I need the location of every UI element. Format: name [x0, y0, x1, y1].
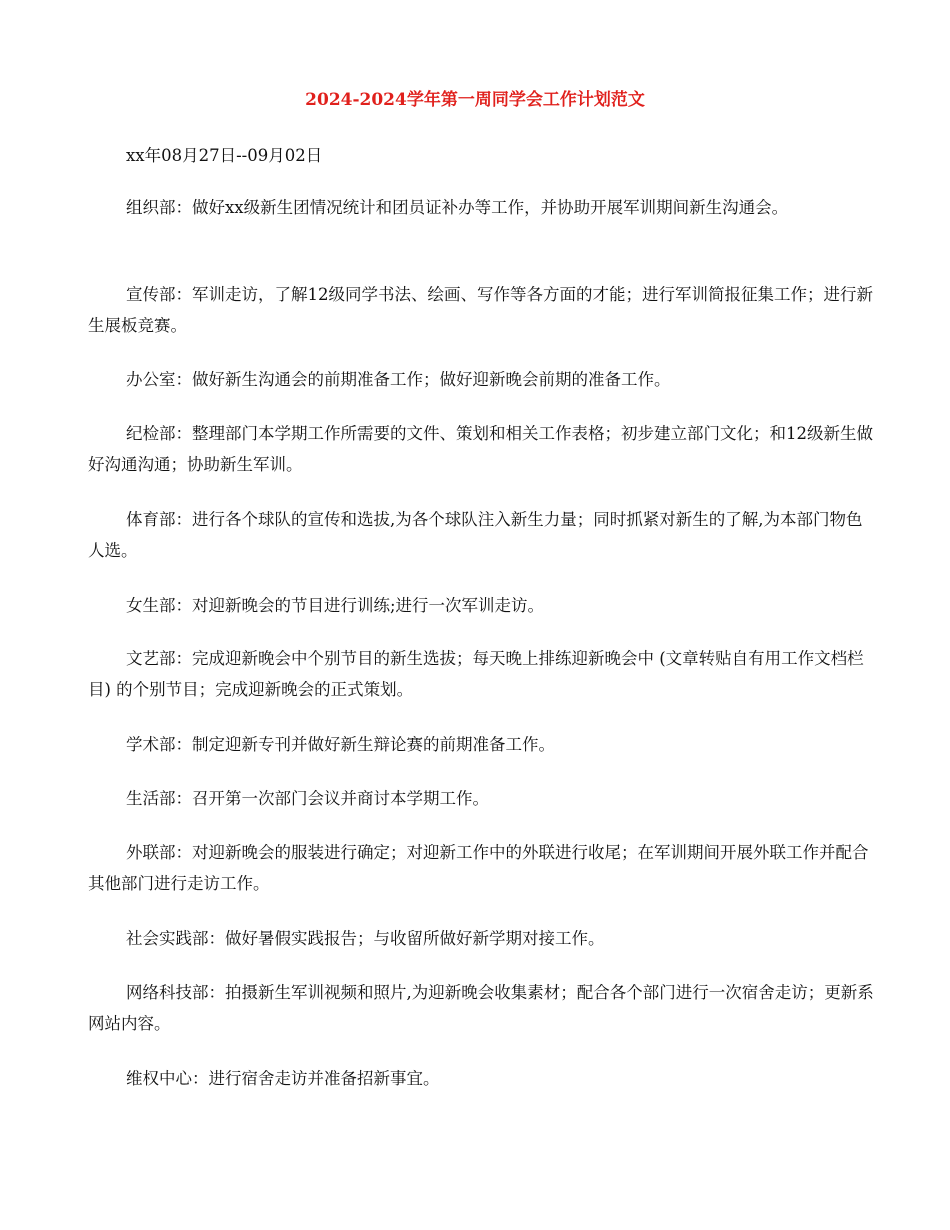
paragraph-academic-dept: 学术部：制定迎新专刊并做好新生辩论赛的前期准备工作。	[126, 735, 555, 754]
paragraph-external-relations-dept: 外联部：对迎新晚会的服装进行确定；对迎新工作中的外联进行收尾；在军训期间开展外联工作并配合其他部门进行走访工作。	[88, 843, 869, 893]
paragraph-publicity-dept: 宣传部：军训走访，了解12级同学书法、绘画、写作等各方面的才能；进行军训简报征集工作；进行新生展板竞赛。	[88, 285, 873, 335]
paragraph-social-practice-dept: 社会实践部：做好暑假实践报告；与收留所做好新学期对接工作。	[126, 929, 605, 948]
date-range: xx年08月27日--09月02日	[126, 146, 323, 165]
paragraph-rights-center: 维权中心：进行宿舍走访并准备招新事宜。	[126, 1069, 440, 1088]
paragraph-sports-dept: 体育部：进行各个球队的宣传和选拔,为各个球队注入新生力量；同时抓紧对新生的了解,为本部门物色人选。	[88, 510, 863, 560]
paragraph-female-students-dept: 女生部：对迎新晚会的节目进行训练;进行一次军训走访。	[126, 596, 545, 615]
paragraph-life-dept: 生活部：召开第一次部门会议并商讨本学期工作。	[126, 789, 489, 808]
paragraph-network-tech-dept: 网络科技部：拍摄新生军训视频和照片,为迎新晚会收集素材；配合各个部门进行一次宿舍走访；更新系网站内容。	[88, 983, 874, 1033]
paragraph-arts-dept: 文艺部：完成迎新晚会中个别节目的新生选拔；每天晚上排练迎新晚会中 (文章转贴自有用工作文档栏目) 的个别节目；完成迎新晚会的正式策划。	[88, 649, 864, 699]
paragraph-office: 办公室：做好新生沟通会的前期准备工作；做好迎新晚会前期的准备工作。	[126, 370, 671, 389]
paragraph-discipline-dept: 纪检部：整理部门本学期工作所需要的文件、策划和相关工作表格；初步建立部门文化；和12级新生做好沟通沟通；协助新生军训。	[88, 424, 873, 474]
document-title: 2024-2024学年第一周同学会工作计划范文	[305, 90, 645, 110]
paragraph-organization-dept: 组织部：做好xx级新生团情况统计和团员证补办等工作，并协助开展军训期间新生沟通会。	[126, 198, 789, 217]
